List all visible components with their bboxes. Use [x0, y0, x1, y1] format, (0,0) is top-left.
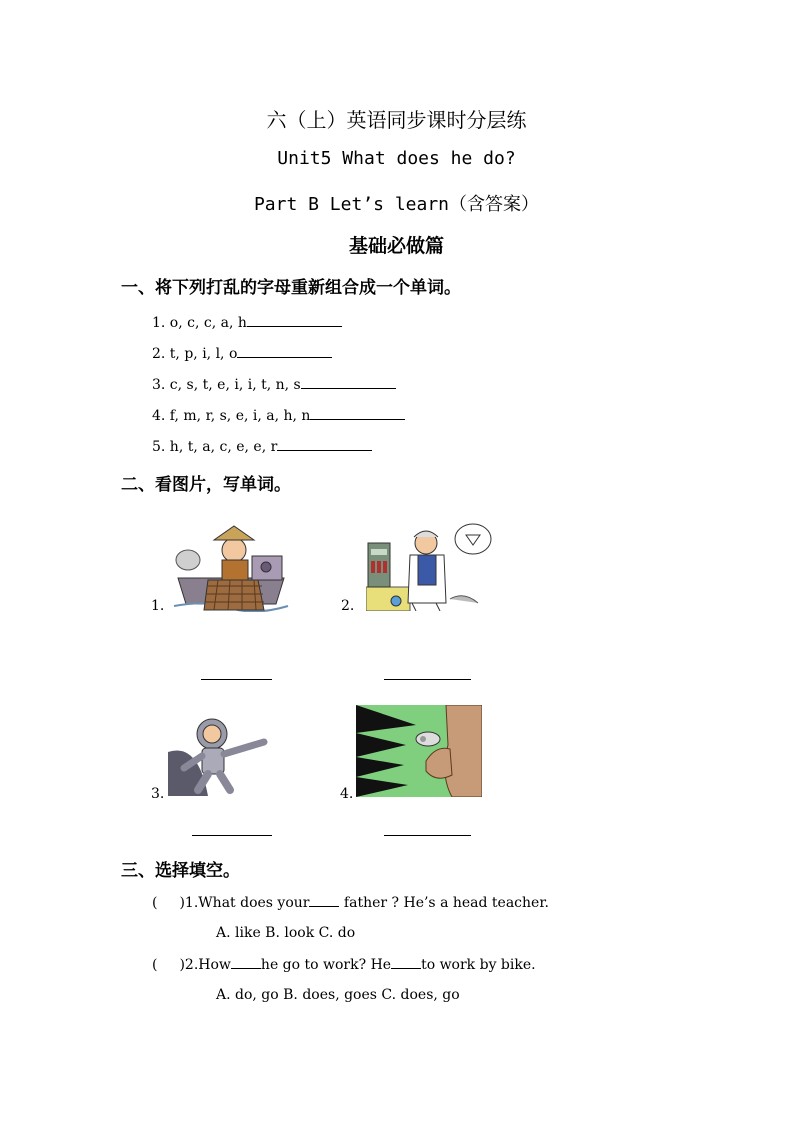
fisherman-picture — [168, 520, 294, 612]
answer-blank[interactable] — [277, 436, 372, 451]
coach-whistle-picture — [356, 705, 482, 797]
fill-blank[interactable] — [391, 956, 421, 969]
answer-blank[interactable] — [237, 343, 332, 358]
unit-title: Unit5 What does he do? — [277, 148, 516, 169]
answer-blank[interactable] — [301, 374, 396, 389]
choice-options-1: A. like B. look C. do — [216, 925, 356, 941]
picture-answer-line-2[interactable] — [384, 679, 471, 680]
scramble-item-3: 3. c, s, t, e, i, i, t, n, s — [152, 374, 396, 393]
fill-blank[interactable] — [231, 956, 261, 969]
picture-label-2: 2. — [341, 598, 355, 614]
answer-paren[interactable]: ( — [152, 895, 158, 911]
fill-blank[interactable] — [309, 894, 339, 907]
answer-blank[interactable] — [247, 312, 342, 327]
section1-heading: 一、将下列打乱的字母重新组合成一个单词。 — [121, 278, 461, 298]
scramble-item-2: 2. t, p, i, l, o — [152, 343, 332, 362]
choice-question-1: ( )1.What does your father ? He’s a head teacher. — [152, 895, 549, 911]
picture-answer-line-1[interactable] — [201, 679, 272, 680]
scientist-picture — [366, 521, 493, 611]
page-title: 六（上）英语同步课时分层练 — [266, 108, 527, 132]
picture-label-3: 3. — [151, 786, 165, 802]
part-title: Part B Let’s learn（含答案） — [253, 194, 540, 215]
picture-label-1: 1. — [151, 598, 165, 614]
astronaut-picture — [168, 712, 269, 796]
section2-heading: 二、看图片，写单词。 — [121, 475, 291, 495]
picture-answer-line-4[interactable] — [384, 835, 471, 836]
picture-label-4: 4. — [340, 786, 354, 802]
answer-paren[interactable]: ( — [152, 957, 158, 973]
scramble-item-4: 4. f, m, r, s, e, i, a, h, n — [152, 405, 405, 424]
picture-answer-line-3[interactable] — [192, 835, 272, 836]
level-title: 基础必做篇 — [348, 235, 444, 257]
scramble-item-5: 5. h, t, a, c, e, e, r — [152, 436, 372, 455]
answer-blank[interactable] — [310, 405, 405, 420]
scramble-item-1: 1. o, c, c, a, h — [152, 312, 342, 331]
choice-options-2: A. do, go B. does, goes C. does, go — [216, 987, 460, 1003]
choice-question-2: ( )2.How he go to work? He to work by bike. — [152, 957, 536, 973]
section3-heading: 三、选择填空。 — [121, 861, 240, 881]
